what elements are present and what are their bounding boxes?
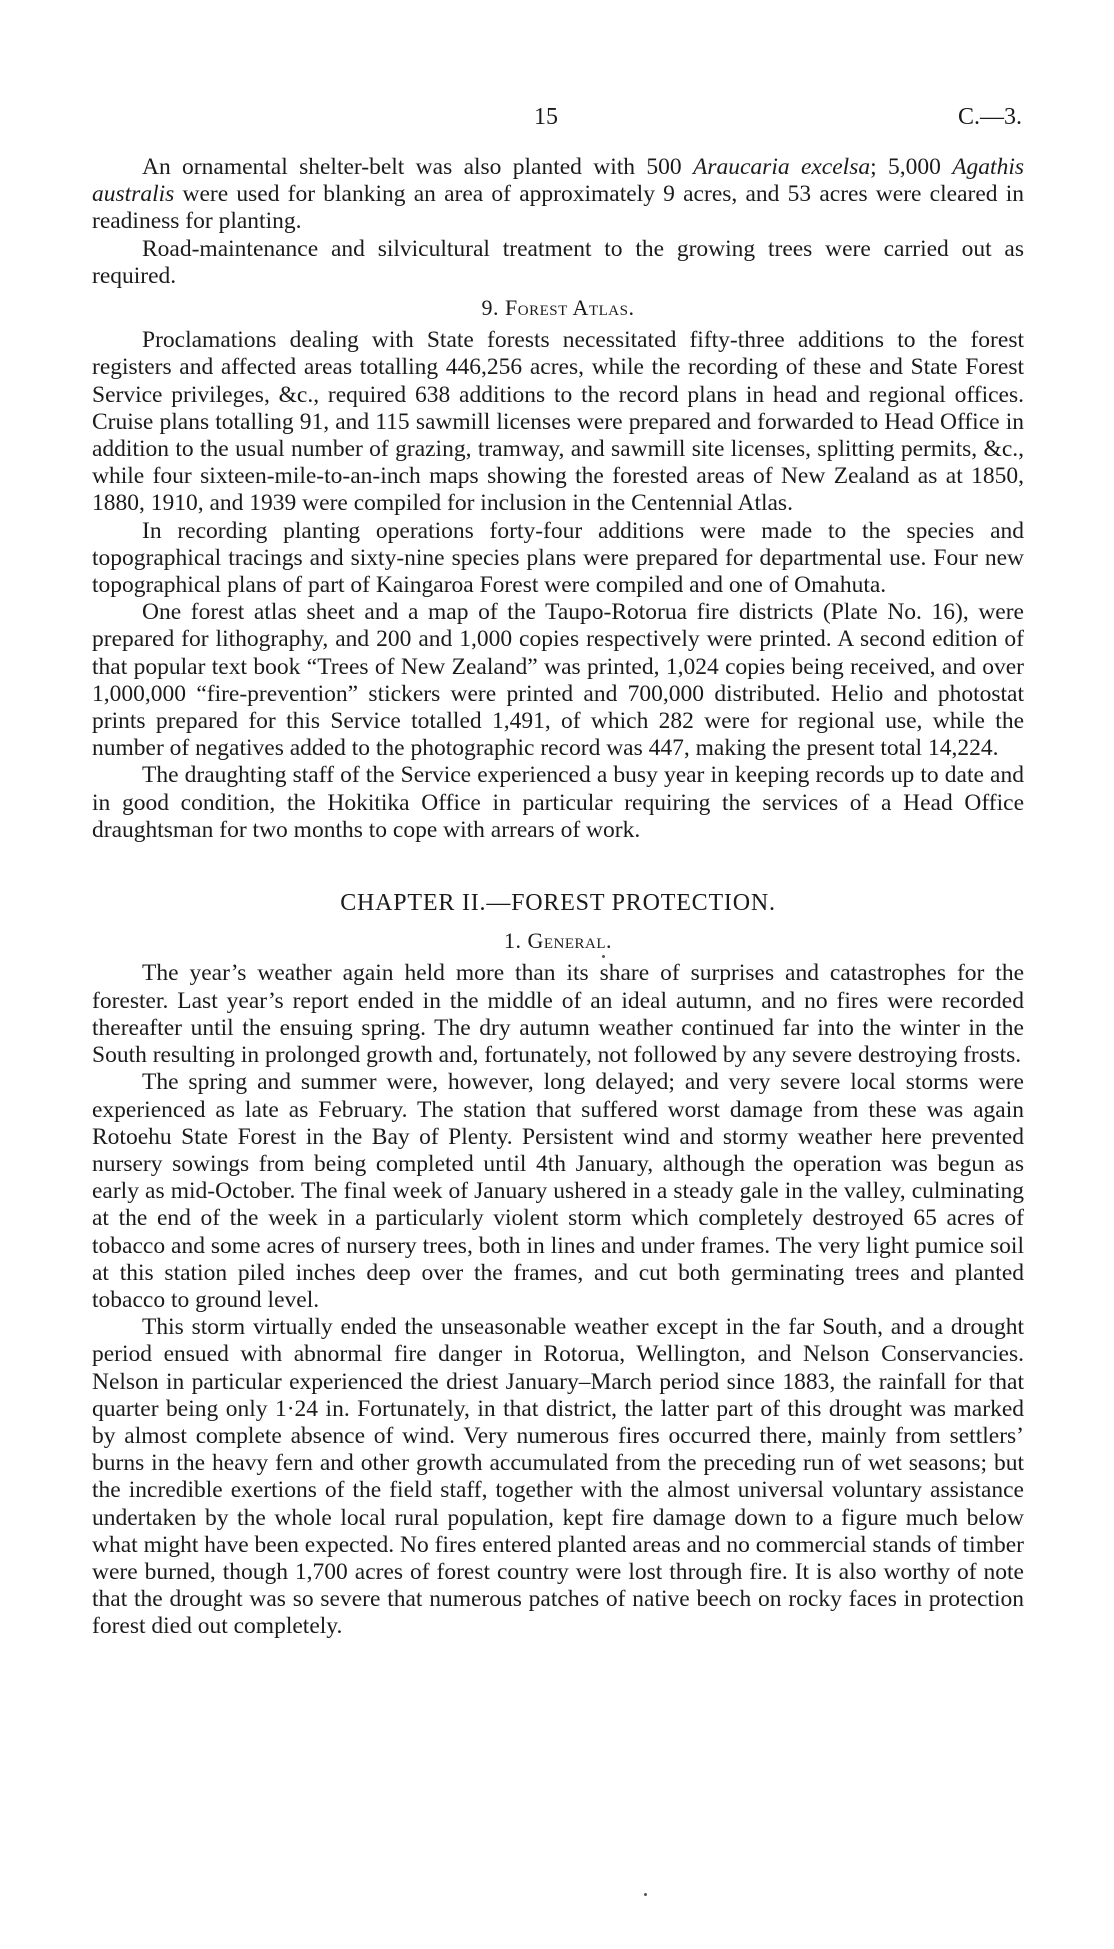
paragraph: The year’s weather again held more than its share of surprises and catastrophes for the forester. Last year’s report ended in the middle of an ideal autumn, and no fires were recorded thereafter until the ensuing spring. The dry autumn weather continued far into the winter in the South resulting in prolonged growth and, fortunately, not followed by any severe destroying frosts. [92, 960, 1024, 1069]
section-heading: 1. General. [503, 928, 613, 954]
scan-speck [602, 955, 605, 958]
species-name: Agathis australis [92, 154, 1024, 208]
scan-speck [644, 1893, 647, 1896]
section-heading: 9. Forest Atlas. [481, 295, 635, 321]
page-body [92, 154, 1024, 1641]
paragraph: One forest atlas sheet and a map of the Taupo-Rotorua fire districts (Plate No. 16), were prepared for lithography, and 200 and 1,000 copies respectively were printed. A second edition of that popular text book “Trees of New Zealand” was printed, 1,024 copies being received, and over 1,000,000 “fire-prevention” stickers were printed and 700,000 distributed. Helio and photostat prints prepared for this Service totalled 1,491, of which 282 were for regional use, while the number of negatives added to the photographic record was 447, making the present total 14,224. [92, 599, 1024, 762]
species-name: Araucaria excelsa [693, 154, 871, 180]
paragraph: The draughting staff of the Service experienced a busy year in keeping records up to date and in good condition, the Hokitika Office in particular requiring the services of a Head Office draughtsman for two months to cope with arrears of work. [92, 762, 1024, 843]
document-reference: C.—3. [957, 104, 1022, 130]
paragraph: The spring and summer were, however, long delayed; and very severe local storms were experienced as late as February. The station that suffered worst damage from these was again Rotoehu State Forest in the Bay of Plenty. Persistent wind and stormy weather here prevented nursery sowings from being completed until 4th January, although the operation was begun as early as mid-October. The final week of January ushered in a steady gale in the valley, culminating at the end of the week in a particularly violent storm which completely destroyed 65 acres of tobacco and some acres of nursery trees, both in lines and under frames. The very light pumice soil at this station piled inches deep over the frames, and cut both germinating trees and planted tobacco to ground level. [92, 1069, 1024, 1313]
paragraph: Proclamations dealing with State forests necessitated fifty-three additions to the forest registers and affected areas totalling 446,256 acres, while the recording of these and State Forest Service privileges, &c., required 638 additions to the record plans in head and regional offices. Cruise plans totalling 91, and 115 sawmill licenses were prepared and forwarded to Head Office in addition to the usual number of grazing, tramway, and sawmill site licenses, splitting permits, &c., while four sixteen-mile-to-an-inch maps showing the forested areas of New Zealand as at 1850, 1880, 1910, and 1939 were compiled for inclusion in the Centennial Atlas. [92, 327, 1024, 517]
chapter-title: CHAPTER II.—FOREST PROTECTION. [340, 890, 776, 917]
page-header [0, 104, 1114, 138]
text-run: An ornamental shelter-belt was also planted with 500 [142, 154, 693, 180]
paragraph: In recording planting operations forty-four additions were made to the species and topographical tracings and sixty-nine species plans were prepared for departmental use. Four new topographical plans of part of Kaingaroa Forest were compiled and one of Omahuta. [92, 517, 1024, 599]
paragraph [92, 154, 1024, 236]
text-run: ; 5,000 [870, 154, 953, 180]
page-number: 15 [534, 104, 558, 130]
paragraph: This storm virtually ended the unseasonable weather except in the far South, and a drought period ensued with abnormal fire danger in Rotorua, Wellington, and Nelson Conservancies. Nelson in particular experienced the driest January–March period since 1883, the rainfall for that quarter being only 1·24 in. Fortunately, in that district, the latter part of this drought was marked by almost complete absence of wind. Very numerous fires occurred there, mainly from settlers’ burns in the heavy fern and other growth accumulated from the preceding run of wet seasons; but the incredible exertions of the field staff, together with the almost universal voluntary assistance undertaken by the whole local rural population, kept fire damage down to a figure much below what might have been expected. No fires entered planted areas and no commercial stands of timber were burned, though 1,700 acres of forest country were lost through fire. It is also worthy of note that the drought was so severe that numerous patches of native beech on rocky faces in protection forest died out completely. [92, 1314, 1024, 1640]
text-run: were used for blanking an area of approximately 9 acres, and 53 acres were cleared in readiness for planting. [92, 181, 1024, 235]
paragraph: Road-maintenance and silvicultural treatment to the growing trees were carried out as required. [92, 235, 1024, 289]
